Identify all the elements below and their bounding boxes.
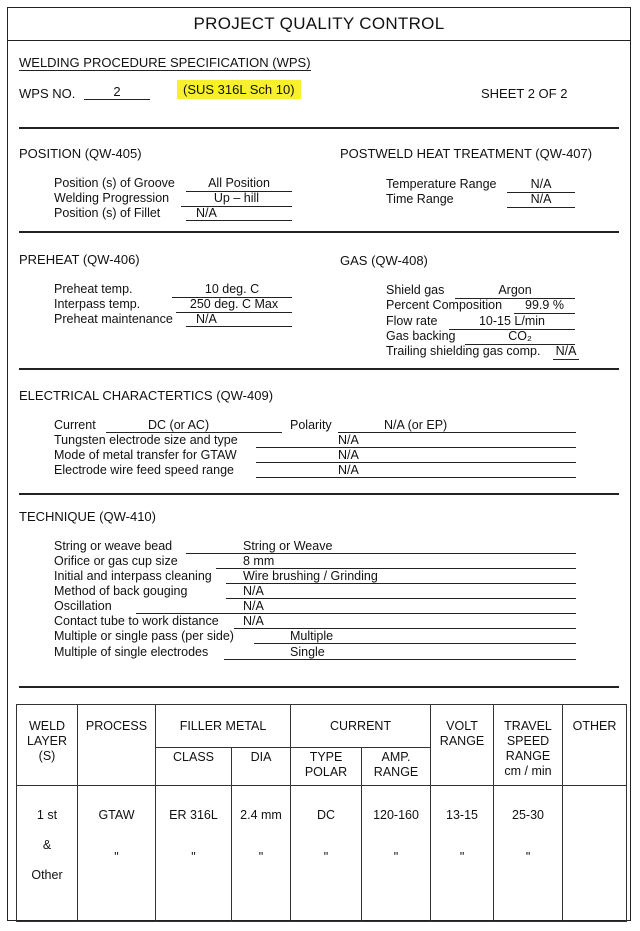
divider (19, 368, 619, 370)
cell-process (78, 786, 156, 922)
cell-text: 2.4 mm (240, 808, 282, 822)
technique-value: 8 mm (216, 554, 576, 569)
current-label: Current (54, 418, 96, 432)
technique-label: Multiple or single pass (per side) (54, 629, 234, 643)
gas-value: 10-15 L/min (449, 314, 575, 330)
position-label: Welding Progression (54, 191, 170, 205)
cell-text: GTAW (98, 808, 135, 822)
cell-text: 1 st (36, 808, 58, 822)
header-travel-speed (494, 705, 563, 786)
header-current: CURRENT (291, 705, 431, 748)
technique-value: N/A (136, 599, 576, 614)
cell-speed (494, 786, 563, 922)
header-text: TYPE (309, 750, 343, 764)
cell-text: 120-160 (373, 808, 419, 822)
pwht-value: N/A (507, 177, 575, 193)
position-label: Position (s) of Fillet (54, 206, 161, 220)
gas-heading: GAS (QW-408) (340, 253, 428, 268)
polarity-label: Polarity (290, 418, 332, 432)
preheat-label: Interpass temp. (54, 297, 141, 311)
header-text: RANGE (373, 765, 419, 779)
preheat-value: 10 deg. C (172, 282, 292, 298)
ditto-mark: " (191, 850, 196, 864)
header-text: SPEED (506, 734, 550, 748)
cell-text: Other (31, 868, 63, 882)
wps-no-label: WPS NO. (19, 86, 76, 101)
gas-label: Shield gas (386, 283, 445, 297)
technique-label: String or weave bead (54, 539, 173, 553)
preheat-heading: PREHEAT (QW-406) (19, 252, 140, 267)
wps-heading: WELDING PROCEDURE SPECIFICATION (WPS) (19, 55, 311, 70)
preheat-label: Preheat maintenance (54, 312, 173, 326)
header-text: AMP. (381, 750, 411, 764)
header-text: RANGE (439, 734, 485, 748)
position-value: N/A (186, 206, 292, 221)
position-label: Position (s) of Groove (54, 176, 175, 190)
divider (19, 686, 619, 688)
header-weld-layer (17, 705, 78, 786)
header-filler-metal: FILLER METAL (156, 705, 291, 748)
ditto-mark: " (459, 850, 465, 864)
preheat-value: 250 deg. C Max (176, 297, 292, 313)
polarity-value: N/A (or EP) (338, 418, 576, 433)
electrical-value: N/A (256, 433, 576, 448)
header-text: cm / min (504, 764, 552, 778)
cell-other (563, 786, 627, 922)
divider (19, 231, 619, 233)
material-highlight (177, 81, 301, 99)
ditto-mark: " (393, 850, 399, 864)
header-amp-range (362, 748, 431, 786)
divider (19, 127, 619, 129)
cell-text: & (42, 838, 52, 852)
technique-label: Orifice or gas cup size (54, 554, 178, 568)
electrical-value: N/A (256, 463, 576, 478)
cell-text: ER 316L (169, 808, 218, 822)
ditto-mark: " (258, 850, 264, 864)
header-text: LAYER (26, 734, 68, 748)
gas-label: Trailing shielding gas comp. (386, 344, 541, 358)
cell-text: 13-15 (446, 808, 479, 822)
electrical-label: Mode of metal transfer for GTAW (54, 448, 237, 462)
gas-label: Gas backing (386, 329, 456, 343)
technique-value: String or Weave (186, 539, 576, 554)
position-heading: POSITION (QW-405) (19, 146, 142, 161)
preheat-value: N/A (186, 312, 292, 327)
header-process: PROCESS (78, 705, 156, 786)
technique-label: Initial and interpass cleaning (54, 569, 212, 583)
electrical-label: Tungsten electrode size and type (54, 433, 238, 447)
position-value: All Position (186, 176, 292, 192)
cell-layer (17, 786, 78, 922)
cell-type (291, 786, 362, 922)
cell-text: 25-30 (512, 808, 545, 822)
gas-label: Flow rate (386, 314, 438, 328)
table-row (17, 786, 627, 922)
material-label: (SUS 316L Sch 10) (177, 80, 301, 99)
weld-layer-table (16, 704, 627, 922)
header-dia: DIA (232, 748, 291, 786)
header-class: CLASS (156, 748, 232, 786)
page-title: PROJECT QUALITY CONTROL (7, 8, 631, 41)
technique-heading: TECHNIQUE (QW-410) (19, 509, 156, 524)
technique-label: Oscillation (54, 599, 112, 613)
cell-dia (232, 786, 291, 922)
preheat-label: Preheat temp. (54, 282, 133, 296)
header-text: TRAVEL (504, 719, 552, 733)
electrical-label: Electrode wire feed speed range (54, 463, 234, 477)
gas-value: Argon (455, 283, 575, 299)
cell-amp (362, 786, 431, 922)
divider (19, 493, 619, 495)
position-value: Up – hill (181, 191, 292, 207)
pwht-value: N/A (507, 192, 575, 208)
technique-value: Multiple (254, 629, 576, 644)
technique-value: Wire brushing / Grinding (226, 569, 576, 584)
pwht-heading: POSTWELD HEAT TREATMENT (QW-407) (340, 146, 593, 161)
electrical-heading: ELECTRICAL CHARACTERTICS (QW-409) (19, 388, 274, 403)
header-text: VOLT (446, 719, 478, 733)
gas-label: Percent Composition (386, 298, 503, 312)
cell-class (156, 786, 232, 922)
ditto-mark: " (323, 850, 329, 864)
header-text: RANGE (505, 749, 551, 763)
header-text: (S) (38, 749, 56, 763)
header-volt-range (431, 705, 494, 786)
current-value: DC (or AC) (106, 418, 282, 433)
header-text: POLAR (304, 765, 348, 779)
header-type-polar (291, 748, 362, 786)
gas-value: 99.9 % (514, 298, 575, 314)
ditto-mark: " (525, 850, 531, 864)
pwht-label: Temperature Range (386, 177, 497, 191)
wps-no-value: 2 (84, 84, 150, 100)
technique-value: Single (224, 645, 576, 660)
gas-value: N/A (553, 344, 579, 360)
cell-volt (431, 786, 494, 922)
technique-label: Multiple of single electrodes (54, 645, 209, 659)
technique-label: Contact tube to work distance (54, 614, 219, 628)
ditto-mark: " (114, 850, 119, 864)
cell-text: DC (316, 808, 336, 822)
header-text: WELD (28, 719, 66, 733)
technique-value: N/A (226, 584, 576, 599)
technique-label: Method of back gouging (54, 584, 188, 598)
pwht-label: Time Range (386, 192, 454, 206)
header-other: OTHER (563, 705, 627, 786)
electrical-value: N/A (256, 448, 576, 463)
technique-value: N/A (234, 614, 576, 629)
gas-value: CO₂ (465, 329, 575, 345)
sheet-number: SHEET 2 OF 2 (481, 86, 568, 101)
